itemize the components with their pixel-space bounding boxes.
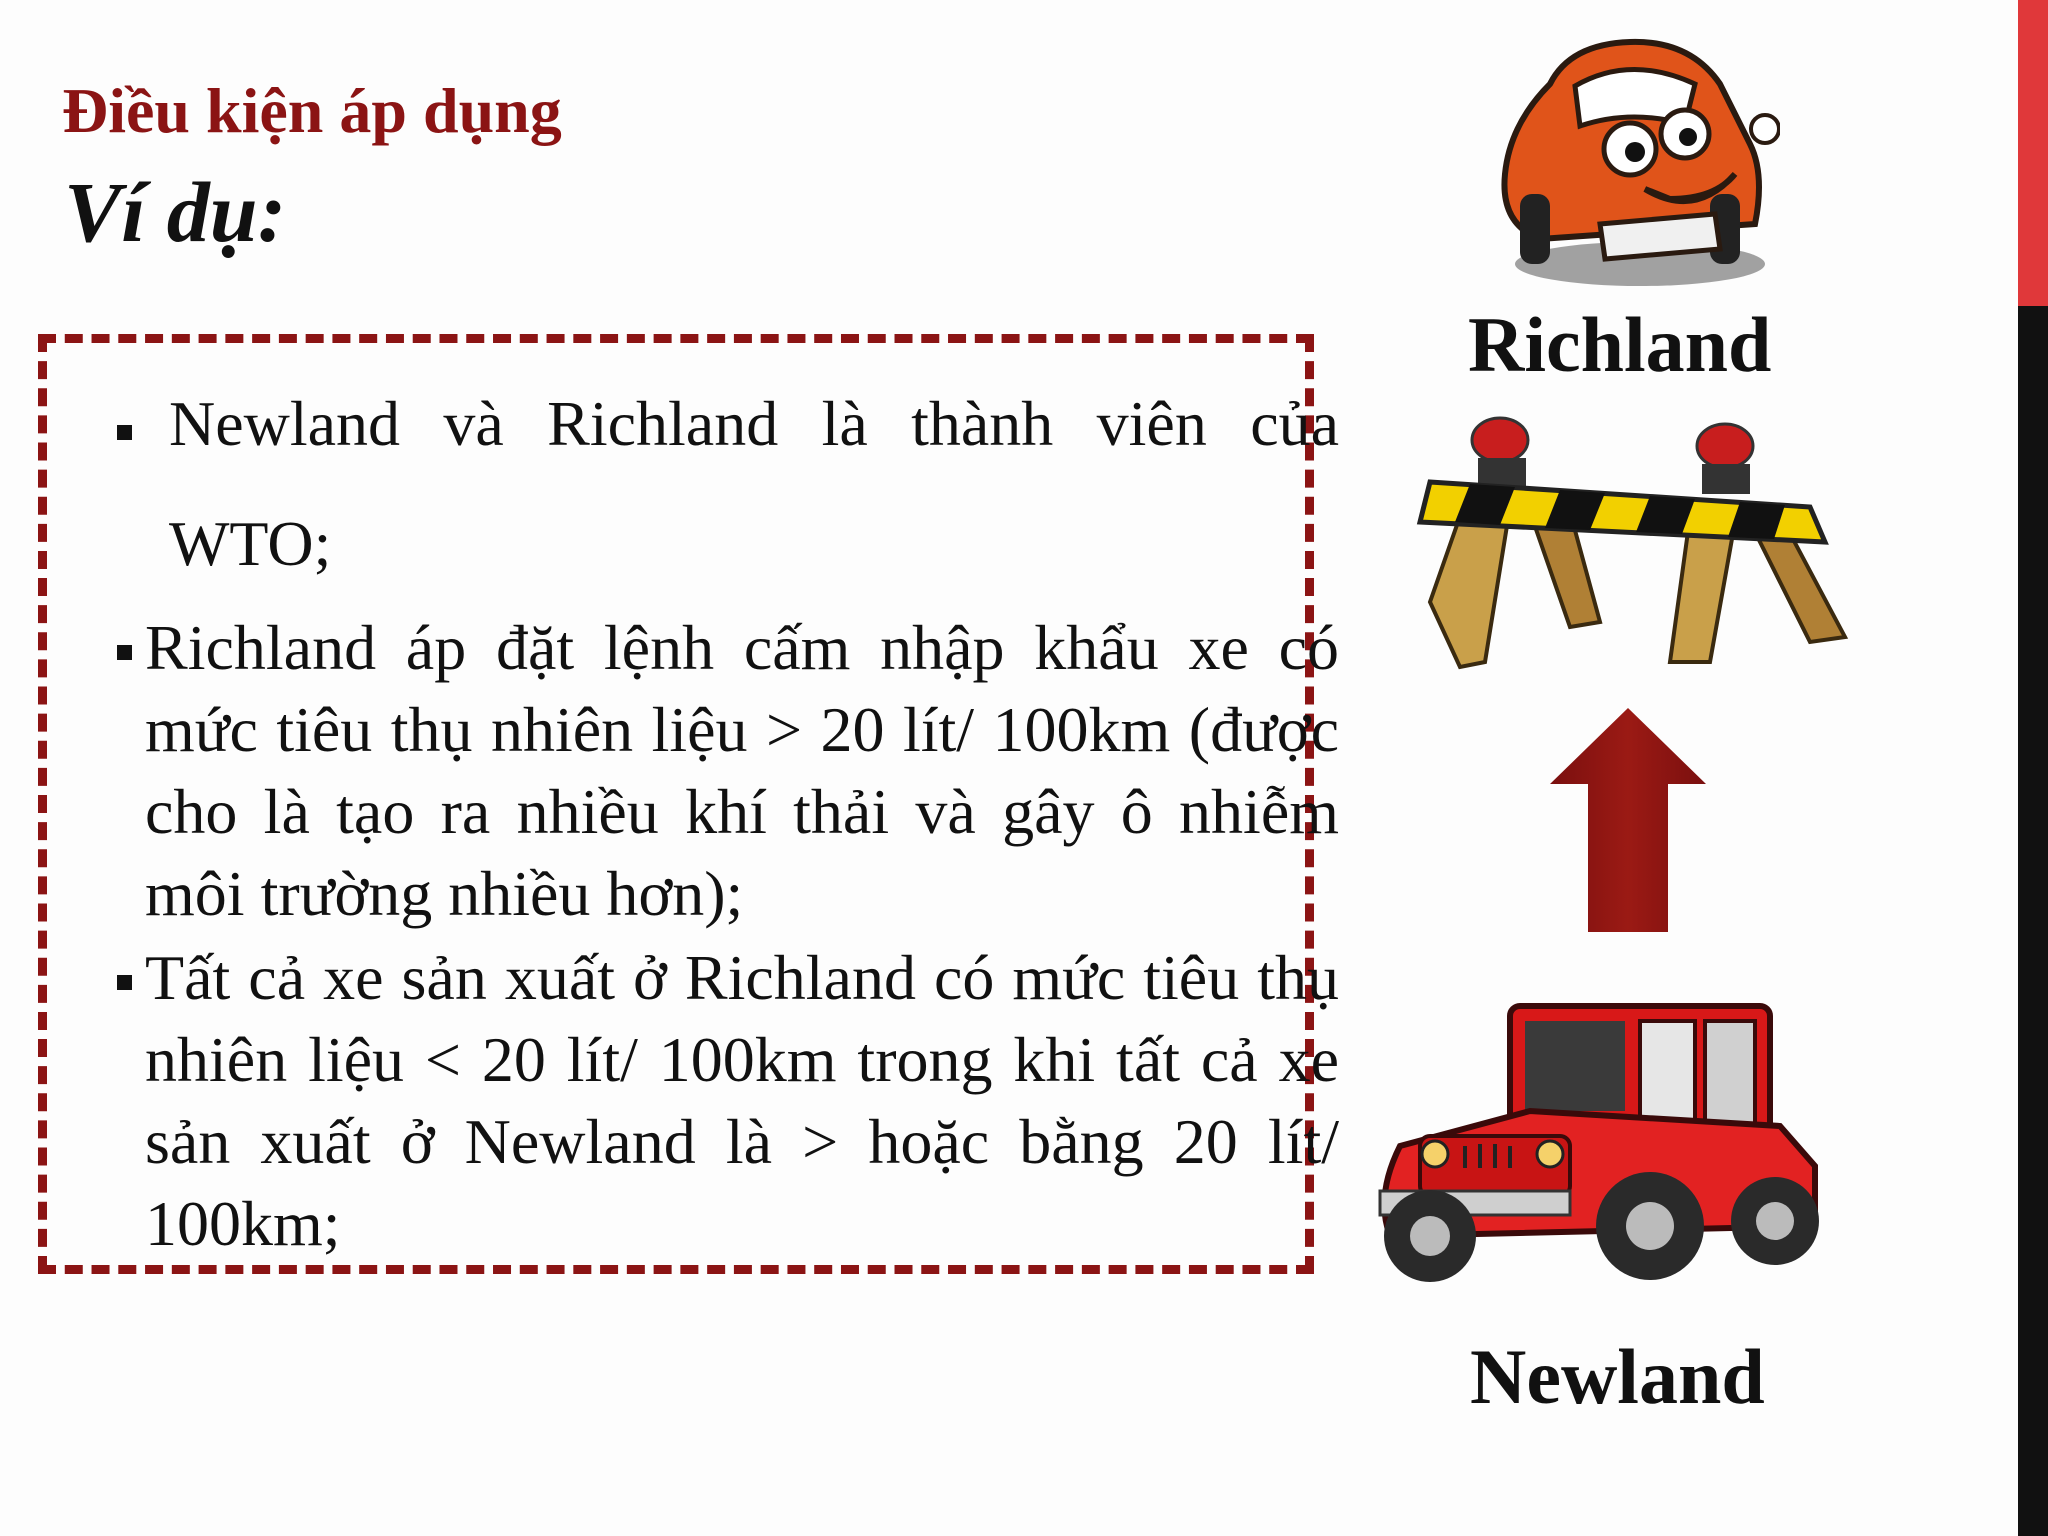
bullet-2-text: Richland áp đặt lệnh cấm nhập khẩu xe có mức tiêu thụ nhiên liệu > 20 lít/ 100km (được cho là tạo ra nhiều khí thải và gây ô nhiễm môi trường nhiều hơn); [145,612,1339,929]
newland-label: Newland [1470,1333,1765,1420]
bullet-1-line-1: Newland và Richland là thành viên của [169,388,1339,459]
bullet-1-line-2: WTO; [169,508,332,579]
slide-heading: Điều kiện áp dụng [62,75,562,146]
richland-label: Richland [1468,301,1772,388]
bullet-list [47,343,1339,1265]
bullet-3-text: Tất cả xe sản xuất ở Richland có mức tiêu thụ nhiên liệu < 20 lít/ 100km trong khi tất cả xe sản xuất ở Newland là > hoặc bằng 20 lít/ 100km; [145,942,1339,1259]
conditions-box [38,334,1339,1274]
edge-accent-dark [2018,306,2048,1536]
edge-accent-red [2018,0,2048,306]
bullet-square-icon [117,645,132,660]
bullet-square-icon [117,425,132,440]
cartoon-car-icon [1480,24,1780,294]
bullet-square-icon [117,975,132,990]
road-barrier-icon [1390,412,1850,682]
slide-subheading: Ví dụ: [64,164,287,260]
red-jeep-icon [1360,996,1860,1296]
up-arrow-icon [1546,704,1710,936]
